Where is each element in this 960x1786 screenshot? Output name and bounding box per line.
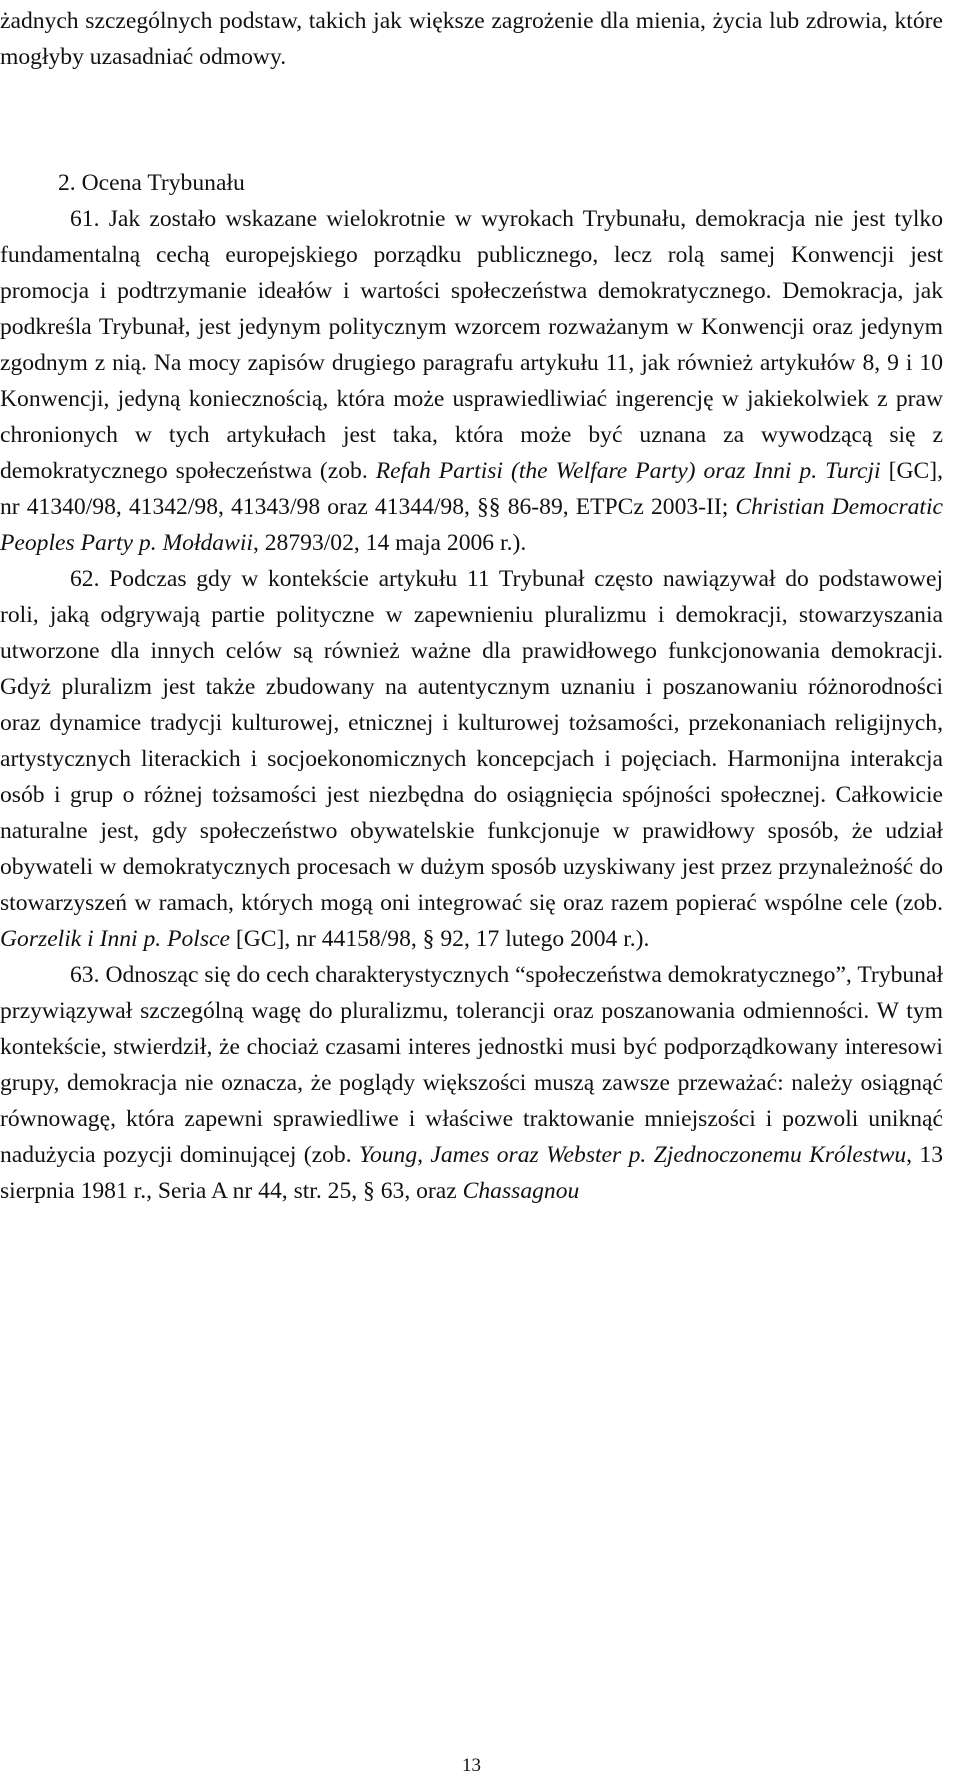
body-text-block: [0, 201, 943, 1209]
case-citation: Refah Partisi (the Welfare Party) oraz Inni p. Turcji: [375, 458, 881, 484]
paragraph-text: Jak zostało wskazane wielokrotnie w wyrokach Trybunału, demokracja nie jest tylko fundamentalną cechą europejskiego porządku publicznego, lecz rolą samej Konwencji jest promocja i podtrzymanie ideałów i wartości społeczeństwa demokratycznego. Demokracja, jak podkreśla Trybunał, jest jedynym politycznym wzorcem rozważanym w Konwencji oraz jedynym zgodnym z nią. Na mocy zapisów drugiego paragrafu artykułu 11, jak również artykułów 8, 9 i 10 Konwencji, jedyną koniecznością, która może usprawiedliwiać ingerencję w jakiekolwiek z praw chronionych w tych artykułach jest taka, która może być uznana za wywodzącą się z demokratycznego społeczeństwa (zob.: [0, 206, 943, 484]
paragraph-text: [GC], nr 44158/98, § 92, 17 lutego 2004 r.).: [230, 926, 650, 952]
paragraph-text: [GC], nr 41340/98, 41342/98, 41343/98 oraz 41344/98, §§ 86-89, ETPCz 2003-II;: [0, 458, 943, 520]
case-citation: Gorzelik i Inni p. Polsce: [0, 926, 230, 952]
paragraph-62: [0, 561, 943, 957]
section-heading: 2. Ocena Trybunału: [58, 170, 245, 196]
intro-paragraph: żadnych szczególnych podstaw, takich jak większe zagrożenie dla mienia, życia lub zdrowia, które mogłyby uzasadniać odmowy.: [0, 8, 943, 70]
paragraph-text: , 28793/02, 14 maja 2006 r.).: [252, 530, 527, 556]
case-citation: Chassagnou: [462, 1178, 580, 1204]
intro-text-block: [0, 3, 943, 75]
paragraph-text: Odnosząc się do cech charakterystycznych “społeczeństwa demokratycznego”, Trybunał przywiązywał szczególną wagę do pluralizmu, tolerancji oraz poszanowania odmienności. W tym kontekście, stwierdził, że chociaż czasami interes jednostki musi być podporządkowany interesowi grupy, demokracja nie oznacza, że poglądy większości muszą zawsze przeważać: należy osiągnąć równowagę, która zapewni sprawiedliwe i właściwe traktowanie mniejszości i pozwoli uniknąć nadużycia pozycji dominującej (zob.: [0, 962, 943, 1168]
case-citation: Young, James oraz Webster p. Zjednoczonemu Królestwu: [359, 1142, 907, 1168]
paragraph-63: [0, 957, 943, 1209]
case-citation: Christian Democratic Peoples Party p. Mołdawii: [0, 494, 943, 556]
paragraph-number: 61.: [70, 206, 100, 232]
paragraph-text: Podczas gdy w kontekście artykułu 11 Trybunał często nawiązywał do podstawowej roli, jaką odgrywają partie polityczne w zapewnieniu pluralizmu i demokracji, stowarzyszania utworzone dla innych celów są również ważne dla prawidłowego funkcjonowania demokracji. Gdyż pluralizm jest także zbudowany na autentycznym uznaniu i poszanowaniu różnorodności oraz dynamice tradycji kulturowej, etnicznej i kulturowej tożsamości, przekonaniach religijnych, artystycznych literackich i socjoekonomicznych koncepcjach i pojęciach. Harmonijna interakcja osób i grup o różnej tożsamości jest niezbędna do osiągnięcia spójności społecznej. Całkowicie naturalne jest, gdy społeczeństwo obywatelskie funkcjonuje w prawidłowy sposób, że udział obywateli w demokratycznych procesach w dużym sposób uzyskiwany jest przez przynależność do stowarzyszeń w ramach, których mogą oni integrować się oraz razem popierać wspólne cele (zob.: [0, 566, 943, 916]
paragraph-text: , 13 sierpnia 1981 r., Seria A nr 44, str. 25, § 63, oraz: [0, 1142, 943, 1204]
paragraph-number: 63.: [70, 962, 100, 988]
paragraph-61: [0, 201, 943, 561]
page-number: 13: [462, 1755, 481, 1776]
paragraph-number: 62.: [70, 566, 100, 592]
